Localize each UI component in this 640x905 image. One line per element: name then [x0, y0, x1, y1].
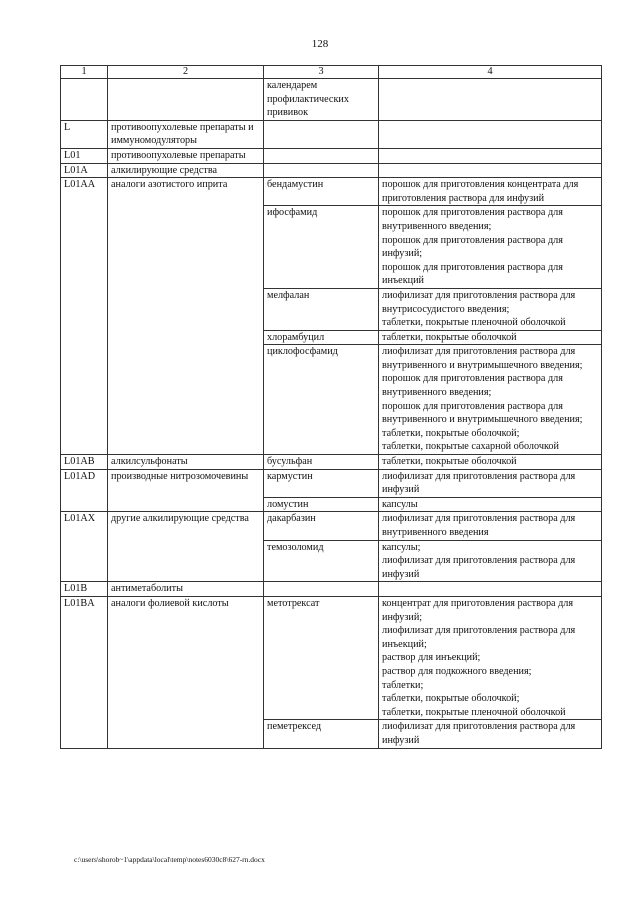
table-row	[61, 163, 602, 178]
dosage-form-cell	[379, 512, 602, 540]
dosage-form-cell	[379, 178, 602, 206]
atc-code-cell: L01AX	[61, 512, 108, 582]
drug-name-cell: хлорамбуцил	[264, 330, 379, 345]
dosage-form: порошок для приготовления раствора для инфузий;	[382, 234, 563, 260]
dosage-form: таблетки, покрытые пленочной оболочкой	[382, 317, 566, 329]
atc-code-cell: L	[61, 120, 108, 148]
dosage-form-cell	[379, 288, 602, 330]
dosage-form: лиофилизат для приготовления раствора для инфузий	[382, 721, 576, 746]
drug-name-cell: пеметрексед	[264, 720, 379, 748]
drug-name-cell: ломустин	[264, 497, 379, 512]
drug-name-cell: мелфалан	[264, 288, 379, 330]
column-header-2: 2	[108, 66, 264, 79]
table-row	[61, 148, 602, 163]
dosage-form: порошок для приготовления раствора для инъекций	[382, 261, 563, 287]
dosage-form: лиофилизат для приготовления раствора для внутривенного и внутримышечного введения;	[382, 346, 583, 371]
drug-name-cell: бендамустин	[264, 178, 379, 206]
dosage-form: порошок для приготовления раствора для внутривенного введения;	[382, 207, 563, 232]
atc-code-cell: L01AB	[61, 455, 108, 470]
dosage-form-cell	[379, 540, 602, 582]
dosage-form: раствор для инъекций;	[382, 652, 481, 664]
drug-name-cell: ифосфамид	[264, 206, 379, 289]
group-name-cell: алкилирующие средства	[108, 163, 264, 178]
table-row	[61, 120, 602, 148]
atc-code-cell: L01	[61, 148, 108, 163]
dosage-form-cell	[379, 497, 602, 512]
column-header-1: 1	[61, 66, 108, 79]
dosage-form-cell	[379, 206, 602, 289]
dosage-form-cell	[379, 455, 602, 470]
dosage-form-cell	[379, 163, 602, 178]
dosage-form: капсулы	[382, 498, 418, 510]
group-name-cell: аналоги азотистого иприта	[108, 178, 264, 455]
drug-name-cell: темозоломид	[264, 540, 379, 582]
group-name-cell: алкилсульфонаты	[108, 455, 264, 470]
dosage-form: раствор для подкожного введения;	[382, 665, 532, 677]
dosage-form: таблетки, покрытые сахарной оболочкой	[382, 441, 559, 453]
group-name-cell: противоопухолевые препараты	[108, 148, 264, 163]
dosage-form-cell	[379, 79, 602, 121]
drug-name-cell: календарем профилактических прививок	[264, 79, 379, 121]
medicines-table	[60, 65, 602, 749]
dosage-form: концентрат для приготовления раствора для инфузий;	[382, 597, 574, 623]
group-name-cell: другие алкилирующие средства	[108, 512, 264, 582]
column-header-3: 3	[264, 66, 379, 79]
drug-name-cell: метотрексат	[264, 596, 379, 719]
dosage-form: лиофилизат для приготовления раствора для внутрисосудистого введения;	[382, 289, 576, 315]
dosage-form: лиофилизат для приготовления раствора для инфузий	[382, 555, 576, 580]
dosage-form-cell	[379, 469, 602, 497]
table-row	[61, 469, 602, 497]
dosage-form: лиофилизат для приготовления раствора для внутривенного введения	[382, 513, 576, 538]
dosage-form: порошок для приготовления концентрата для приготовления раствора для инфузий	[382, 179, 579, 204]
dosage-form: таблетки, покрытые оболочкой;	[382, 693, 520, 705]
atc-code-cell: L01AA	[61, 178, 108, 455]
header-row	[61, 66, 602, 79]
group-name-cell: производные нитрозомочевины	[108, 469, 264, 512]
dosage-form: лиофилизат для приготовления раствора для инфузий	[382, 470, 576, 496]
dosage-form: таблетки, покрытые оболочкой	[382, 456, 517, 468]
group-name-cell: антиметаболиты	[108, 582, 264, 597]
dosage-form: порошок для приготовления раствора для внутривенного введения;	[382, 373, 563, 399]
atc-code-cell: L01B	[61, 582, 108, 597]
page-number: 128	[311, 38, 329, 50]
dosage-form-cell	[379, 345, 602, 455]
group-name-cell	[108, 79, 264, 121]
group-name-cell: аналоги фолиевой кислоты	[108, 596, 264, 748]
drug-name-cell: дакарбазин	[264, 512, 379, 540]
drug-name-cell: кармустин	[264, 469, 379, 497]
dosage-form-cell	[379, 596, 602, 719]
atc-code-cell: L01AD	[61, 469, 108, 512]
dosage-form-cell	[379, 720, 602, 748]
dosage-form: таблетки;	[382, 679, 424, 691]
file-path-footer: c:\users\shorob~1\appdata\local\temp\notes6030c8\627-rn.docx	[74, 855, 265, 864]
drug-name-cell	[264, 148, 379, 163]
drug-name-cell: циклофосфамид	[264, 345, 379, 455]
dosage-form-cell	[379, 148, 602, 163]
table-row	[61, 79, 602, 121]
table-row	[61, 512, 602, 540]
table-row	[61, 596, 602, 719]
dosage-form-cell	[379, 330, 602, 345]
atc-code-cell	[61, 79, 108, 121]
dosage-form: таблетки, покрытые пленочной оболочкой	[382, 706, 566, 718]
dosage-form: капсулы;	[382, 541, 421, 553]
dosage-form: таблетки, покрытые оболочкой	[382, 331, 517, 343]
column-header-4: 4	[379, 66, 602, 79]
drug-name-cell	[264, 120, 379, 148]
dosage-form-cell	[379, 120, 602, 148]
drug-name-cell	[264, 582, 379, 597]
atc-code-cell: L01A	[61, 163, 108, 178]
dosage-form: таблетки, покрытые оболочкой;	[382, 427, 520, 439]
table-row	[61, 178, 602, 206]
drug-name-cell: бусульфан	[264, 455, 379, 470]
table-row	[61, 582, 602, 597]
dosage-form: порошок для приготовления раствора для внутривенного и внутримышечного введения;	[382, 400, 583, 426]
drug-name-cell	[264, 163, 379, 178]
dosage-form: лиофилизат для приготовления раствора для инъекций;	[382, 625, 576, 650]
dosage-form-cell	[379, 582, 602, 597]
group-name-cell: противоопухолевые препараты и иммуномодуляторы	[108, 120, 264, 148]
table-row	[61, 455, 602, 470]
atc-code-cell: L01BA	[61, 596, 108, 748]
